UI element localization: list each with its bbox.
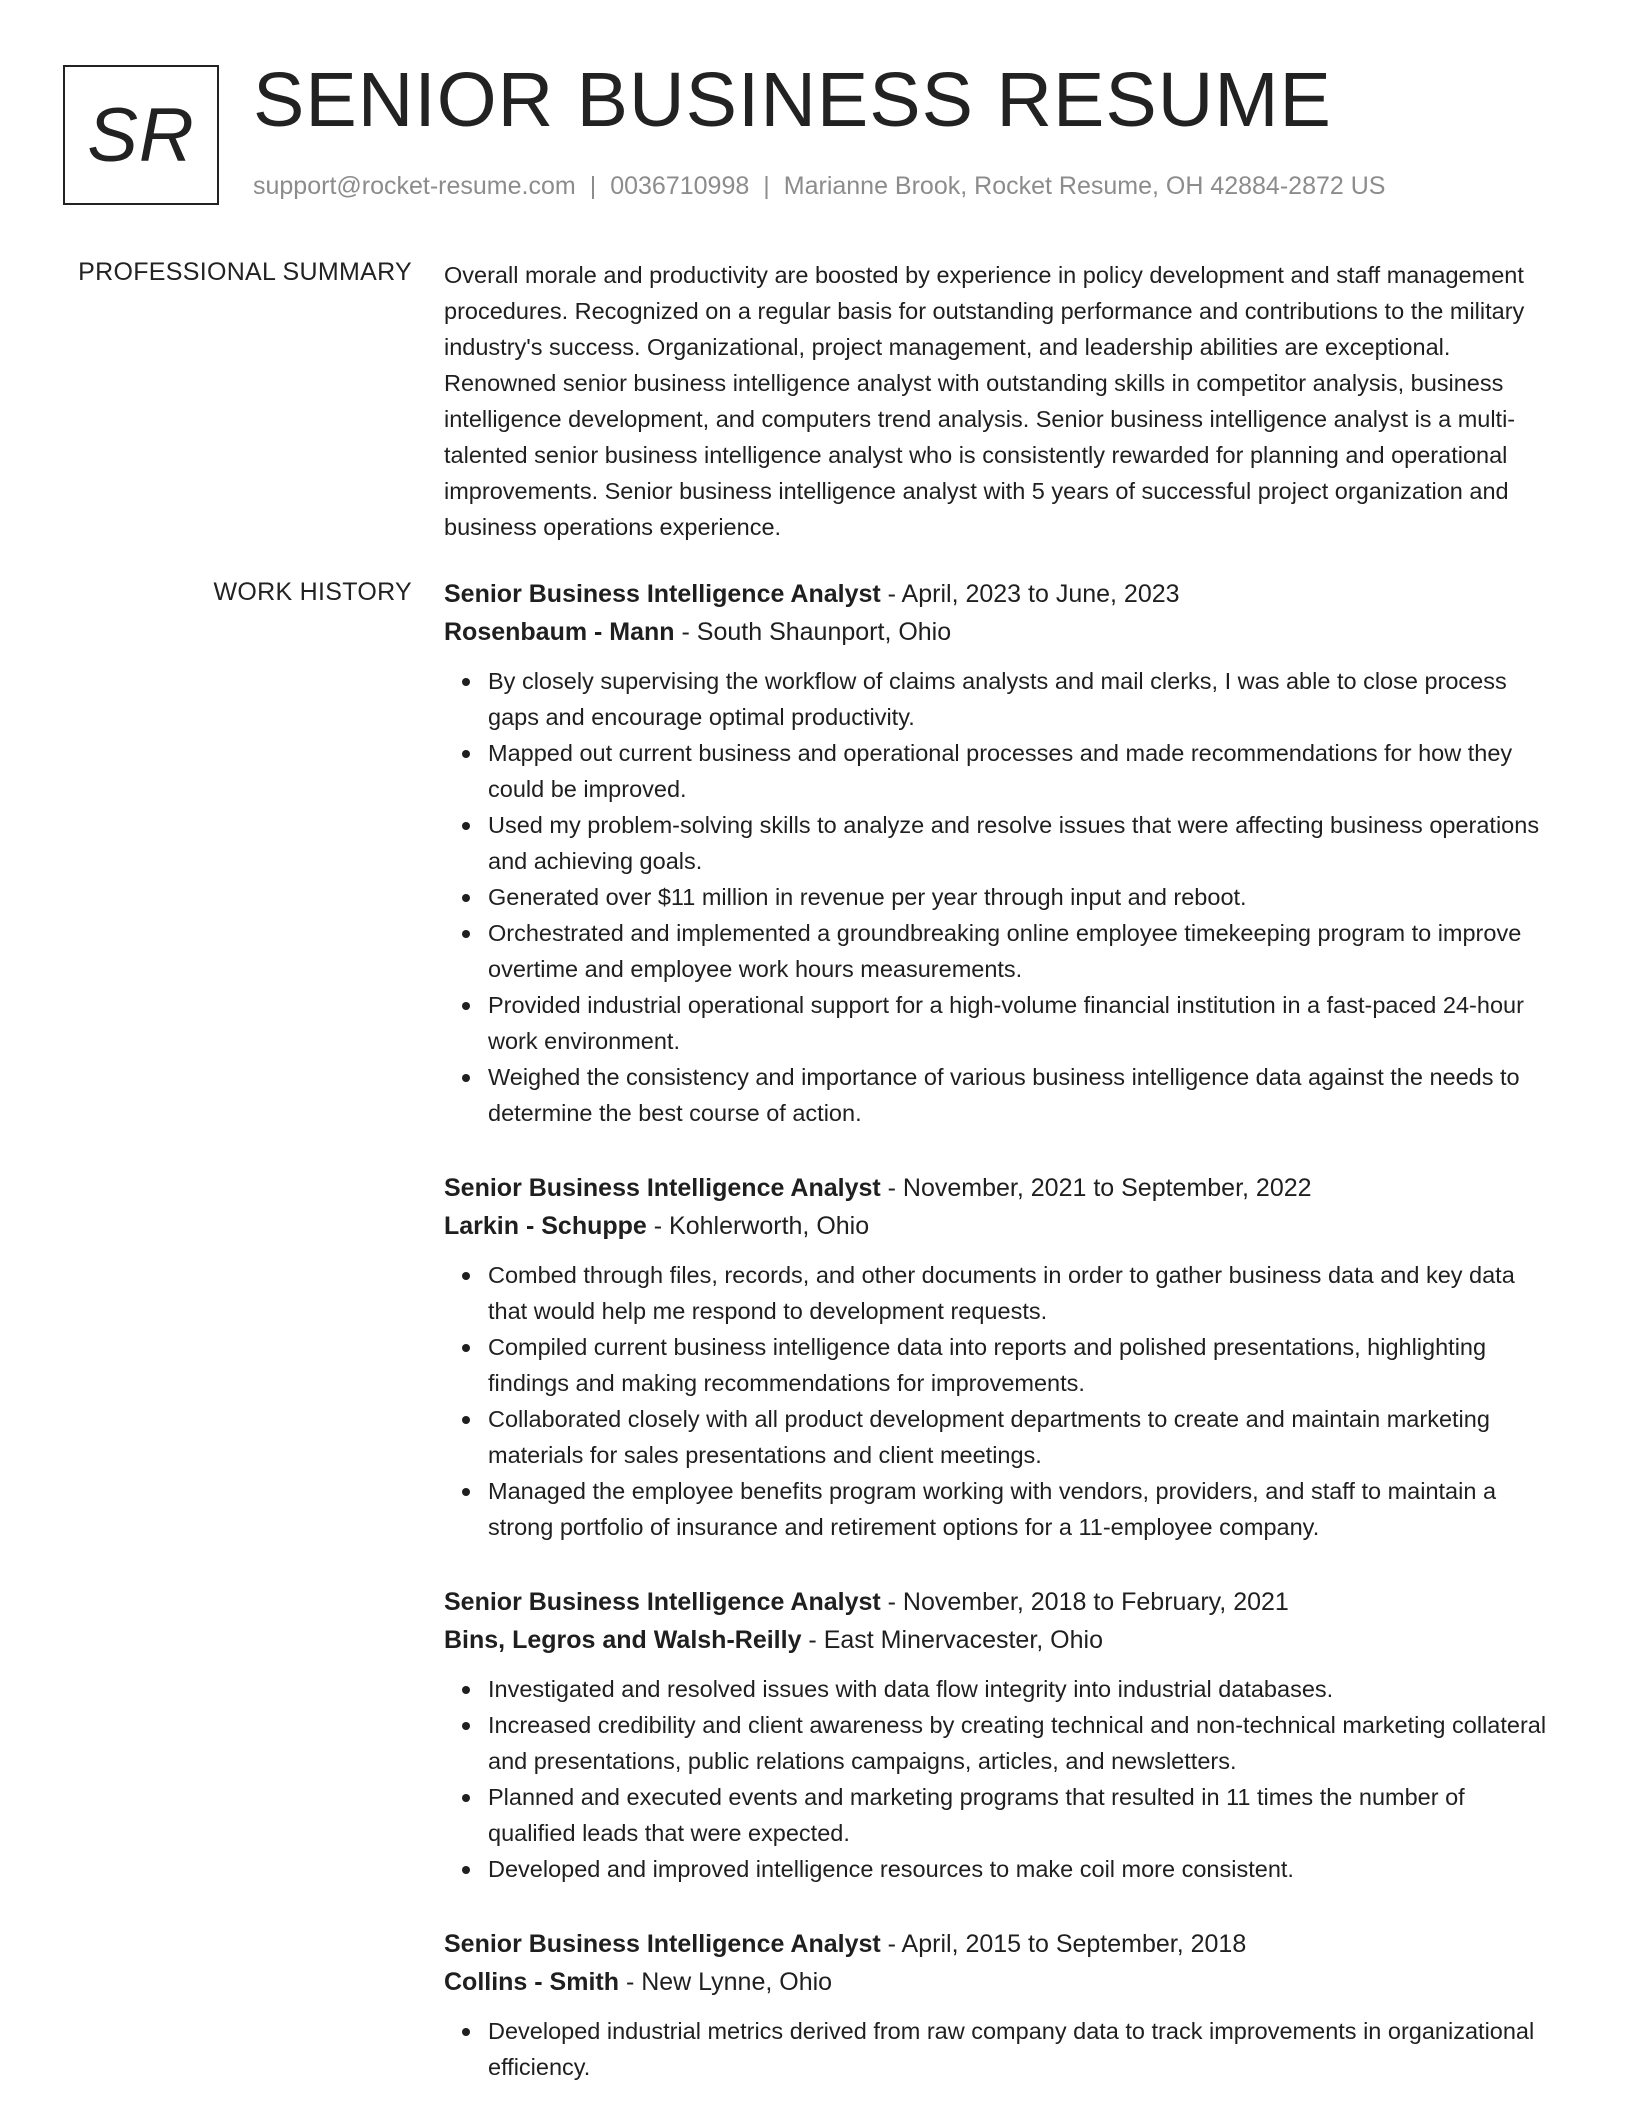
job-entry: [444, 1925, 1552, 2085]
job-bullets: [444, 1671, 1552, 1887]
work-history-section-label: WORK HISTORY: [213, 578, 412, 606]
work-history-section: [444, 575, 1552, 2123]
job-bullet: Compiled current business intelligence data into reports and polished presentations, highlighting findings and making recommendations for improvements.: [488, 1329, 1552, 1401]
job-location: - Kohlerworth, Ohio: [646, 1212, 870, 1240]
job-title: Senior Business Intelligence Analyst: [444, 1588, 881, 1616]
job-company-line: [444, 1621, 1552, 1659]
job-company: Rosenbaum - Mann: [444, 618, 675, 646]
job-bullet: Weighed the consistency and importance of various business intelligence data against the needs to determine the best course of action.: [488, 1059, 1552, 1131]
job-bullets: [444, 663, 1552, 1131]
job-bullet: Planned and executed events and marketing programs that resulted in 11 times the number of qualified leads that were expected.: [488, 1779, 1552, 1851]
job-title: Senior Business Intelligence Analyst: [444, 1930, 881, 1958]
job-bullet: Mapped out current business and operational processes and made recommendations for how they could be improved.: [488, 735, 1552, 807]
job-bullet: By closely supervising the workflow of claims analysts and mail clerks, I was able to close process gaps and encourage optimal productivity.: [488, 663, 1552, 735]
job-dates: - April, 2015 to September, 2018: [880, 1930, 1247, 1958]
job-bullet: Managed the employee benefits program working with vendors, providers, and staff to maintain a strong portfolio of insurance and retirement options for a 11-employee company.: [488, 1473, 1552, 1545]
contact-separator: |: [763, 172, 770, 200]
job-entry: [444, 575, 1552, 1131]
job-title-line: [444, 575, 1552, 613]
contact-line: [253, 172, 1385, 201]
job-dates: - November, 2021 to September, 2022: [880, 1174, 1312, 1202]
contact-address: Marianne Brook, Rocket Resume, OH 42884-2872 US: [783, 172, 1386, 200]
job-title-line: [444, 1583, 1552, 1621]
job-title-line: [444, 1925, 1552, 1963]
job-bullet: Provided industrial operational support for a high-volume financial institution in a fast-paced 24-hour work environment.: [488, 987, 1552, 1059]
job-bullet: Generated over $11 million in revenue per year through input and reboot.: [488, 879, 1552, 915]
job-title: Senior Business Intelligence Analyst: [444, 580, 881, 608]
contact-phone[interactable]: 0036710998: [610, 172, 750, 200]
job-location: - East Minervacester, Ohio: [801, 1626, 1103, 1654]
job-location: - South Shaunport, Ohio: [674, 618, 952, 646]
job-title-line: [444, 1169, 1552, 1207]
job-bullet: Orchestrated and implemented a groundbreaking online employee timekeeping program to improve overtime and employee work hours measurements.: [488, 915, 1552, 987]
job-title: Senior Business Intelligence Analyst: [444, 1174, 881, 1202]
contact-email[interactable]: support@rocket-resume.com: [253, 172, 576, 200]
job-company-line: [444, 1963, 1552, 2001]
job-bullet: Collaborated closely with all product development departments to create and maintain marketing materials for sales presentations and client meetings.: [488, 1401, 1552, 1473]
job-bullet: Developed and improved intelligence resources to make coil more consistent.: [488, 1851, 1552, 1887]
summary-section: [444, 257, 1552, 545]
job-bullets: [444, 1257, 1552, 1545]
job-company: Collins - Smith: [444, 1968, 619, 1996]
job-company-line: [444, 1207, 1552, 1245]
job-dates: - November, 2018 to February, 2021: [880, 1588, 1289, 1616]
job-entry: [444, 1583, 1552, 1887]
contact-separator: |: [589, 172, 597, 200]
job-entry: [444, 1169, 1552, 1545]
job-dates: - April, 2023 to June, 2023: [880, 580, 1180, 608]
job-location: - New Lynne, Ohio: [619, 1968, 833, 1996]
summary-section-label: PROFESSIONAL SUMMARY: [78, 258, 412, 286]
job-bullets: [444, 2013, 1552, 2085]
job-bullet: Used my problem-solving skills to analyze and resolve issues that were affecting business operations and achieving goals.: [488, 807, 1552, 879]
job-bullet: Increased credibility and client awareness by creating technical and non-technical marketing collateral and presentations, public relations campaigns, articles, and newsletters.: [488, 1707, 1552, 1779]
job-bullet: Combed through files, records, and other documents in order to gather business data and key data that would help me respond to development requests.: [488, 1257, 1552, 1329]
job-bullet: Developed industrial metrics derived from raw company data to track improvements in organizational efficiency.: [488, 2013, 1552, 2085]
job-company: Larkin - Schuppe: [444, 1212, 647, 1240]
job-company: Bins, Legros and Walsh-Reilly: [444, 1626, 802, 1654]
job-bullet: Investigated and resolved issues with data flow integrity into industrial databases.: [488, 1671, 1552, 1707]
job-company-line: [444, 613, 1552, 651]
monogram-logo: SR: [63, 65, 219, 205]
summary-text: Overall morale and productivity are boosted by experience in policy development and staff management procedures. Recognized on a regular basis for outstanding performance and contributions to the military industry's success. Organizational, project management, and leadership abilities are exceptional. Renowned senior business intelligence analyst with outstanding skills in competitor analysis, business intelligence development, and computers trend analysis. Senior business intelligence analyst is a multi-talented senior business intelligence analyst who is consistently rewarded for planning and operational improvements. Senior business intelligence analyst with 5 years of successful project organization and business operations experience.: [444, 262, 1525, 540]
resume-title: SENIOR BUSINESS RESUME: [253, 57, 1332, 143]
